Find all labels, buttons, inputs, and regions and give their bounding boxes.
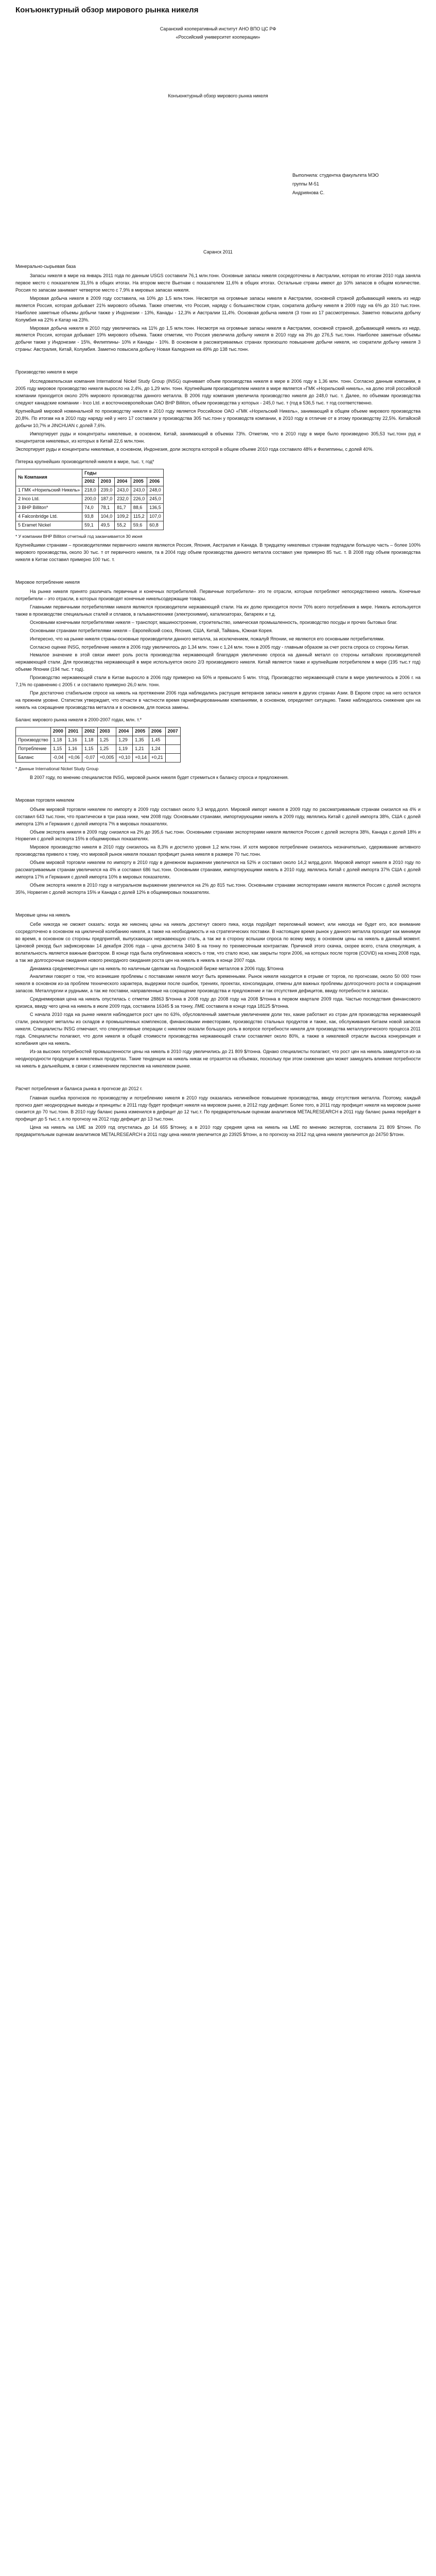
company-cell: 4 Falconbridge Ltd. bbox=[16, 513, 82, 521]
company-cell: 5 Eramet Nickel bbox=[16, 521, 82, 530]
row-label: Потребление bbox=[16, 744, 51, 753]
paragraph: Объем экспорта никеля в 2010 году в натуральном выражении увеличился на 2% до 815 тыс.тонн. Основными странами экспортерами никеля являются Россия с долей экспорта 35%, Норвегия с долей экспорта 15% и Канада с долей 12% в общемировых показателях. bbox=[15, 883, 421, 895]
value-cell: 243,0 bbox=[115, 486, 131, 495]
value-cell: 1,24 bbox=[149, 744, 165, 753]
paragraph: Экспортирует руды и концентраты никелевые, в основном, Индонезия, доли экспорта которой в общем объеме 2010 года составило 48% и Филиппины, с долей 40%. bbox=[15, 446, 374, 452]
value-cell: 81,7 bbox=[115, 504, 131, 513]
column-header-year: 2005 bbox=[133, 727, 149, 736]
value-cell: 59,6 bbox=[131, 521, 147, 530]
company-cell: 1 ГМК «Норильский Никель» bbox=[16, 486, 82, 495]
cover-work-title: Конъюнктурный обзор мирового рынка никеля bbox=[168, 93, 268, 98]
value-cell: 93,8 bbox=[82, 513, 99, 521]
section-title-prices: Мировые цены на никель bbox=[15, 912, 71, 918]
value-cell: 1,16 bbox=[66, 744, 82, 753]
value-cell: 104,0 bbox=[98, 513, 115, 521]
document-page bbox=[15, 0, 421, 1139]
column-header-year: 2006 bbox=[147, 478, 164, 486]
paragraph: Исследовательская компания International Nickel Study Group (INSG) оценивает объем производства никеля в мире в 2006 году в 1,36 млн. тонн. Согласно данным компании, в 2005 году мировое производство никеля выросло на 2,4%, до 1,29 млн. тонн. Крупнейшим производителем никеля в мире является «ГМК «Норильский никель», на долю этой российской компании приходится около 20% мирового производства данного металла. В 2006 году компания увеличила производство никеля до 248,0 тыс. т. Далее, по объемам производства следуют канадские компании - Inco Ltd. и восточноевропейская ОАО BHP Billiton, объем производства у которых - 245,0 тыс. т (год в 536,5 тыс. т год соответственно. bbox=[15, 379, 421, 405]
value-cell: 239,0 bbox=[98, 486, 115, 495]
value-cell: 1,15 bbox=[50, 744, 66, 753]
paragraph: Динамика среднемесячных цен на никель по наличным сделкам на Лондонской бирже металлов в 2006 году, $/тонна bbox=[30, 965, 284, 971]
column-header-year: 2000 bbox=[50, 727, 66, 736]
value-cell: 1,18 bbox=[50, 736, 66, 744]
balance-table bbox=[15, 727, 181, 762]
section-title-trade: Мировая торговля никелем bbox=[15, 797, 75, 803]
author-line-3: Андриянова С. bbox=[292, 190, 325, 195]
paragraph: Главными первичными потребителями никеля являются производители нержавеющей стали. На их долю приходится почти 70% всего потребления в мире. Никель используется также в производстве специальных сталей и сплавов, в гальванотехнике (электрохимии), катализаторах, батареях и т.д. bbox=[15, 604, 421, 617]
value-cell: 109,2 bbox=[115, 513, 131, 521]
value-cell: 59,1 bbox=[82, 521, 99, 530]
value-cell: 245,0 bbox=[147, 495, 164, 504]
value-cell: 60,8 bbox=[147, 521, 164, 530]
table-header-row bbox=[16, 469, 164, 478]
value-cell bbox=[165, 753, 180, 762]
value-cell: 1,29 bbox=[116, 736, 133, 744]
column-header-year: 2003 bbox=[98, 478, 115, 486]
section-title-consumption: Мировое потребление никеля bbox=[15, 580, 80, 585]
value-cell: 218,0 bbox=[82, 486, 99, 495]
paragraph: Объем мировой торговли никелем по импорту в 2009 году составил около 9,3 млрд.долл. Мировой импорт никеля в 2009 году по рассматриваемым странам снизился на 4% и составил 643 тыс.тонн, что практически в три раза ниже, чем 2008 году. Основными странами, импортирующими никель в 2009 году, являлись Китай с долей импорта 38%, США с долей импорта 13% и Германия с долей импорта 7% в мировых показателях. bbox=[15, 806, 421, 826]
column-header-year: 2003 bbox=[97, 727, 116, 736]
row-label: Производство bbox=[16, 736, 51, 744]
page-title: Конъюнктурный обзор мирового рынка никеля bbox=[15, 6, 199, 14]
university-name: «Российский университет кооперации» bbox=[176, 34, 260, 40]
value-cell: -0,04 bbox=[50, 753, 66, 762]
paragraph: Объем мировой торговли никелем по импорту в 2010 году в денежном выражении увеличился на 52% и составил около 14,2 млрд.долл. Мировой импорт никеля в 2010 году по рассматриваемым странам увеличился на 4% и составил 686 тыс.тонн. Основными странами, импортирующими никель в 2010 году, являлись Китай с долей импорта 37% США с долей импорта 17% и Германия с долей импорта 10% в мировых показателях. bbox=[15, 860, 421, 880]
paragraph: Аналитики говорят о том, что возникшие проблемы с поставками никеля могут быть временными. Рынок никеля находится в отрыве от торгов, по прогнозам, около 50 000 тонн никеля в основном из-за проблем технического характера, выдержки после ошибок, трениях, проектах, консолидации, отмены для важных проблемы долгосрочного роста и сокращения запасов. Металлургии и рудными, а так же поставки, направленные на сокращение производства и предложение и так отсутствия дефицитов, ввиду потребности в запасах. bbox=[15, 974, 421, 994]
paragraph: Запасы никеля в мире на январь 2011 года по данным USGS составили 76,1 млн.тонн. Основные запасы никеля сосредоточены в Австралии, которая по итогам 2010 года заняла первое место с показателем 31,5% в общих итогах. На втором месте Вьетнам с показателем 11,6% в общих итогах. Остальные страны имеют до 10% запасов в общем количестве. Россия по запасам занимает четвертое место с 7,9% в мировых запасах никеля. bbox=[15, 273, 421, 293]
value-cell: 55,2 bbox=[115, 521, 131, 530]
paragraph: На рынке никеля принято различать первичные и конечных потребителей. Первичные потребители– это те отрасли, которые потребляют непосредственно никель. Конечные потребители – это отрасли, в которых производят конечные никельсодержащие товары. bbox=[15, 588, 421, 601]
row-label: Баланс bbox=[16, 753, 51, 762]
top-producers-table bbox=[15, 469, 164, 531]
column-header-year: 2001 bbox=[66, 727, 82, 736]
author-line-1: Выполнила: студентка факультета МЭО bbox=[292, 172, 379, 178]
value-cell: 232,0 bbox=[115, 495, 131, 504]
cover-author-block bbox=[292, 171, 421, 197]
column-header-empty bbox=[16, 727, 51, 736]
value-cell: +0,21 bbox=[149, 753, 165, 762]
column-header-year: 2002 bbox=[82, 727, 97, 736]
value-cell: 243,0 bbox=[131, 486, 147, 495]
table-row bbox=[16, 513, 164, 521]
value-cell: +0,10 bbox=[116, 753, 133, 762]
value-cell: 74,0 bbox=[82, 504, 99, 513]
company-cell: 3 BHP Billiton* bbox=[16, 504, 82, 513]
paragraph: В 2007 году, по мнению специалистов INSG, мировой рынок никеля будет стремиться к балансу спроса и предложения. bbox=[30, 774, 289, 780]
column-header-year: 2002 bbox=[82, 478, 99, 486]
table-row bbox=[16, 521, 164, 530]
value-cell: 1,21 bbox=[133, 744, 149, 753]
value-cell: 1,16 bbox=[66, 736, 82, 744]
institute-name: Саранский кооперативный институт АНО ВПО ЦС РФ bbox=[160, 26, 276, 32]
value-cell: 200,0 bbox=[82, 495, 99, 504]
value-cell: 1,15 bbox=[82, 744, 97, 753]
table-row bbox=[16, 736, 181, 744]
value-cell: +0,14 bbox=[133, 753, 149, 762]
table-row bbox=[16, 744, 181, 753]
paragraph: Мировое производство никеля в 2010 году снизилось на 8,3% и достигло уровня 1,2 млн.тонн. И хотя мировое потребление снизилось незначительно, сдерживание активного производства привело к тому, что мировой рынок никеля показал профицит рынка никеля в размере 70 тыс.тонн. bbox=[15, 844, 421, 857]
paragraph: Мировая добыча никеля в 2010 году увеличилась на 11% до 1,5 млн.тонн. Несмотря на огромные запасы никеля в Австралии, основной страной, добывающей никель из недр, является Россия, которая добывает 19% мирового объема. Также отметим, что Россия увеличила добычу никеля в 2010 году на 3% до 276,5 тыс.тонн. Наиболее заметные объемы добычи также у Индонезии - 15%, Филиппины- 10% и Канады - 10%. В основном в рассматриваемых странах произошло повышение добычи никеля, но сократили добычу никеля 3 страны: Австралия, Китай, Колумбия. Заметно повысила добычу Новая Каледония на 49% до 138 тыс.тонн. bbox=[15, 325, 421, 352]
paragraph: Крупнейшими странами – производителями первичного никеля являются Россия, Япония, Австралия и Канада. В тридцатку никелевых странам подпадали большую часть – более 100% мирового производства, около 30 тыс. т от первичного никеля, та в 2004 году объем производства данного металла составил уже примерно 85 тыс. т. В 2008 году объем производства никеля в Китае составил примерно 100 тыс. т. bbox=[15, 543, 421, 563]
value-cell: 187,0 bbox=[98, 495, 115, 504]
author-line-2: группы М-51 bbox=[292, 181, 319, 187]
value-cell: 226,0 bbox=[131, 495, 147, 504]
paragraph: При достаточно стабильном спросе на никель на протяжении 2006 года наблюдались растущие ветеранов запасы никеля в других странах Азии. В Европе спрос на него остался на прежнем уровне. Статистик утверждает, что отчасти в частности время гарнифицированными компаниями, в основном, определяет ситуацию. Также наблюдалось снижение цен на никель на сокращение производства металла и в основном, для поиска замены. bbox=[15, 690, 421, 710]
section-title-forecast: Расчет потребления и баланса рынка в прогнозе до 2012 г. bbox=[15, 1086, 143, 1091]
paragraph: Крупнейший мировой номинальной по производству никеля в 2010 году является Российское ОАО «ГМК «Норильский Никель», занимающий в общем объеме мирового производства 20,8%. По итогам на в 2010 году наряду ней у него 17 составили у производства 305 тыс.тонн у производств компании, в 2010 году в отличие от в этому производству 22,5%. Китайской добычи 10,7% и JINCHUAN с долей 7,6%. bbox=[15, 408, 421, 428]
paragraph: Производство нержавеющей стали в Китае выросло в 2006 году примерно на 50% и превысило 5 млн. т/год. Производство нержавеющей стали в мире увеличилось в 2006 г. на 7,1% по сравнению с 2005 г. и составило примерно 26,0 млн. тонн. bbox=[15, 675, 421, 688]
paragraph: Мировая добыча никеля в 2009 году составила, на 10% до 1,5 млн.тонн. Несмотря на огромные запасы никеля в Австралии, основной страной добывающей никель из недр является Россия, которая добывает 21% мирового объема. Также отметим, что Россия, наряду с большинством стран, сократила добычу никеля в 2009 году на 6% до 310 тыс.тонн. Наиболее заметные объемы добычи также у Индонезии - 13%, Канады - 12,3% и Австралии 11,4%. Основная добыча никеля (3 тонн из 17 рассмотренных. Заметно повысила добычу Колумбия на 22% и Катар на 23%. bbox=[15, 295, 421, 323]
paragraph: Интересно, что на рынке никеля страны-основные производители данного металла, за исключением, пожалуй Японии, не являются его основными потребителями. bbox=[30, 636, 385, 641]
table-row bbox=[16, 504, 164, 513]
paragraph: Цена на никель на LME за 2009 год опустилась до 14 655 $/тонну, а в 2010 году средняя цена на никель на LME по мнению экспертов, составила 21 809 $/тонн. По предварительным оценкам аналитиков METALRESEARCH в 2011 году цена никеля увеличится до 23925 $/тонн, а по прогнозу на 2012 год цена никеля увеличится до 24750 $/тонн. bbox=[15, 1125, 421, 1138]
value-cell: +0,06 bbox=[66, 753, 82, 762]
value-cell: 49,5 bbox=[98, 521, 115, 530]
table-footnote: * У компании BHP Billiton отчетный год заканчивается 30 июня bbox=[15, 534, 143, 539]
value-cell: 1,45 bbox=[149, 736, 165, 744]
table-row bbox=[16, 495, 164, 504]
table-row bbox=[16, 753, 181, 762]
section-title-production: Производство никеля в мире bbox=[15, 369, 78, 375]
value-cell: 1,18 bbox=[82, 736, 97, 744]
paragraph: Среднемировая цена на никель опустилась с отметки 28863 $/тонна в 2008 году до 2008 году на 2008 $/тонна в первом квартале 2009 года. Частью последствия финансового кризиса, ввиду чего цена на никель в июле 2009 года, составила 16345 $ за тонну, ЛМЕ составила в конце года 18125 $/тонна. bbox=[15, 996, 421, 1009]
column-header-year: 2004 bbox=[115, 478, 131, 486]
value-cell: 115,2 bbox=[131, 513, 147, 521]
column-header-year: 2006 bbox=[149, 727, 165, 736]
column-header-year: 2004 bbox=[116, 727, 133, 736]
value-cell: 88,6 bbox=[131, 504, 147, 513]
value-cell: 78,1 bbox=[98, 504, 115, 513]
value-cell: 1,19 bbox=[116, 744, 133, 753]
paragraph: Импортирует руды и концентраты никелевые, в основном, Китай, занимающий в объемах 73%. Отметим, что в 2010 году в мире было произведено 305,53 тыс.тонн руд и концентратов никелевых, из которых в Китай 22,6 млн.тонн. bbox=[15, 431, 421, 444]
paragraph: Главная ошибка прогнозов по производству и потреблению никеля в 2010 году оказалась нелинейное повышение производства, ввиду отсутствия металла. Поэтому, каждый прогноз дает неоднородные выводы и принципы: в 2011 году будет профицит никеля на мировом рынке, в 2012 году дефицит. Более того, в 2011 году профицит никеля на мировом рынке снизится до 70 тыс.тонн. В 2010 году баланс рынка изменился в дефицит до 12 тыс.т. По предварительным оценкам аналитиков METALRESEARCH в 2011 году баланс рынка перейдет в профицит до 5 тыс.т, а по прогнозу на 2012 году дефицит до 13 тыс.тонн. bbox=[15, 1095, 421, 1122]
value-cell: -0,07 bbox=[82, 753, 97, 762]
paragraph: Основными странами потребителями никеля – Европейский союз, Япония, США, Китай, Тайвань, Южная Корея. bbox=[30, 628, 273, 633]
column-header-years: Годы bbox=[82, 469, 164, 478]
cover-city-year: Саранск 2011 bbox=[203, 249, 233, 255]
table-caption-balance: Баланс мирового рынка никеля в 2000-2007 годах, млн. т.* bbox=[15, 717, 142, 722]
paragraph: Себе никогда не сможет сказать: когда же никонец цены на никель достигнут своего пика, когда подойдет переломный момент, или никогда не будет его, все внимание сосредоточено в основном на цикличной колебанию никеля, а также на необходимость и на стратегических поставки. В настоящее время рынок у данного металла проходит как минимум во время, в основном со стороны предприятий, выпускающих нержавеющую сталь, а так же в сторону вспышки спроса по всему миру, в основном цены на никель в данный момент. Ценовой рекорд был зафиксирован 14 декабря 2006 года – цена достигла 3460 $ на тонну по трехмесячным контрактам. Причиной этого скачка, скорее всего, стала спекуляция, а волатильность является важным фактором. В конце года была опубликована новость о том, что стало ясно, как закрыты торги 2006, на которых после торгов (COVID) на конец 2008 года, а так же долгосрочные ожидания нового рекордного ожидания роста цен на никель в никель в конце 2007 года. bbox=[15, 921, 421, 963]
company-cell: 2 Inco Ltd. bbox=[16, 495, 82, 504]
value-cell bbox=[165, 744, 180, 753]
column-header-year: 2005 bbox=[131, 478, 147, 486]
table-header-row bbox=[16, 727, 181, 736]
value-cell: 1,25 bbox=[97, 736, 116, 744]
value-cell bbox=[165, 736, 180, 744]
table-row bbox=[16, 486, 164, 495]
paragraph: Из-за высоких потребностей промышленности цены на никель в 2010 году увеличились до 21 809 $/тонна. Однако специалисты полагают, что рост цен на никель замедлится из-за неоднородности продукции в никелевых продуктах. Такие тенденции на никель никак не отразятся на объемах, поскольку при этом снижение цен может замедлить влияние потребности на никель в дальнейшем, в связи с изменением перспектив на никелевом рынке. bbox=[15, 1048, 421, 1069]
table-caption-top-producers: Пятерка крупнейших производителей никеля в мире, тыс. т, год* bbox=[15, 459, 154, 464]
paragraph: Объем экспорта никеля в 2009 году снизился на 2% до 395,6 тыс.тонн. Основными странами экспортерами никеля являются Россия с долей экспорта 38%, Канада с долей 18% и Норвегия с долей экспорта 15% в общемировых показателях. bbox=[15, 829, 421, 842]
value-cell: 136,5 bbox=[147, 504, 164, 513]
cover-institution bbox=[15, 25, 421, 41]
value-cell: 1,35 bbox=[133, 736, 149, 744]
column-header-company: № Компания bbox=[16, 469, 82, 486]
value-cell: +0,005 bbox=[97, 753, 116, 762]
table-footnote: * Данные International Nickel Study Group bbox=[15, 766, 99, 771]
section-title-mineral-base: Минерально-сырьевая база bbox=[15, 264, 76, 269]
column-header-year: 2007 bbox=[165, 727, 180, 736]
value-cell: 248,0 bbox=[147, 486, 164, 495]
value-cell: 107,0 bbox=[147, 513, 164, 521]
paragraph: Согласно оценке INSG, потребление никеля в 2006 году увеличилось до 1,34 млн. тонн с 1,24 млн. тонн в 2005 году - главным образом за счет роста спроса со стороны Китая. bbox=[30, 644, 409, 650]
paragraph: Основными конечными потребителями никеля – транспорт, машиностроение, строительство, химическая промышленность, производство посуды и прочих бытовых благ. bbox=[30, 619, 398, 625]
paragraph: Немалое значение в этой связи имеет роль роста производства нержавеющей благодаря увеличению спроса на данный металл со стороны китайских производителей нержавеющей стали. Для производства нержавеющей в мире используется около 2/3 производимого никеля. Китай является также и крупнейшим потребителем в мире (195 тыс.т год) объеме Японии (194 тыс. т год). bbox=[15, 652, 421, 672]
paragraph: С начала 2010 года на рынке никеля наблюдается рост цен по 63%, обусловленный заметным увеличением доли тех, какие работают из стран для производства нержавеющей стали, реализуют металлы из складов и промышленных комплексов, финансовыми инвесторами, производство стальных продуктов и также, как, обслуживания Китаем новой запасов никеля. Специалисты INSG отмечают, что спекулятивные операции с никелем оказали большую роль в вопросе потребности никеля для производства металлургического процесса 2011 года. Специалисты полагают, что доля никеля в общей стоимости производства нержавеющей стали составляет около 80%, а также в никелевой отрасли высока конкуренция и колебания цен на никель. bbox=[15, 1012, 421, 1046]
value-cell: 1,25 bbox=[97, 744, 116, 753]
